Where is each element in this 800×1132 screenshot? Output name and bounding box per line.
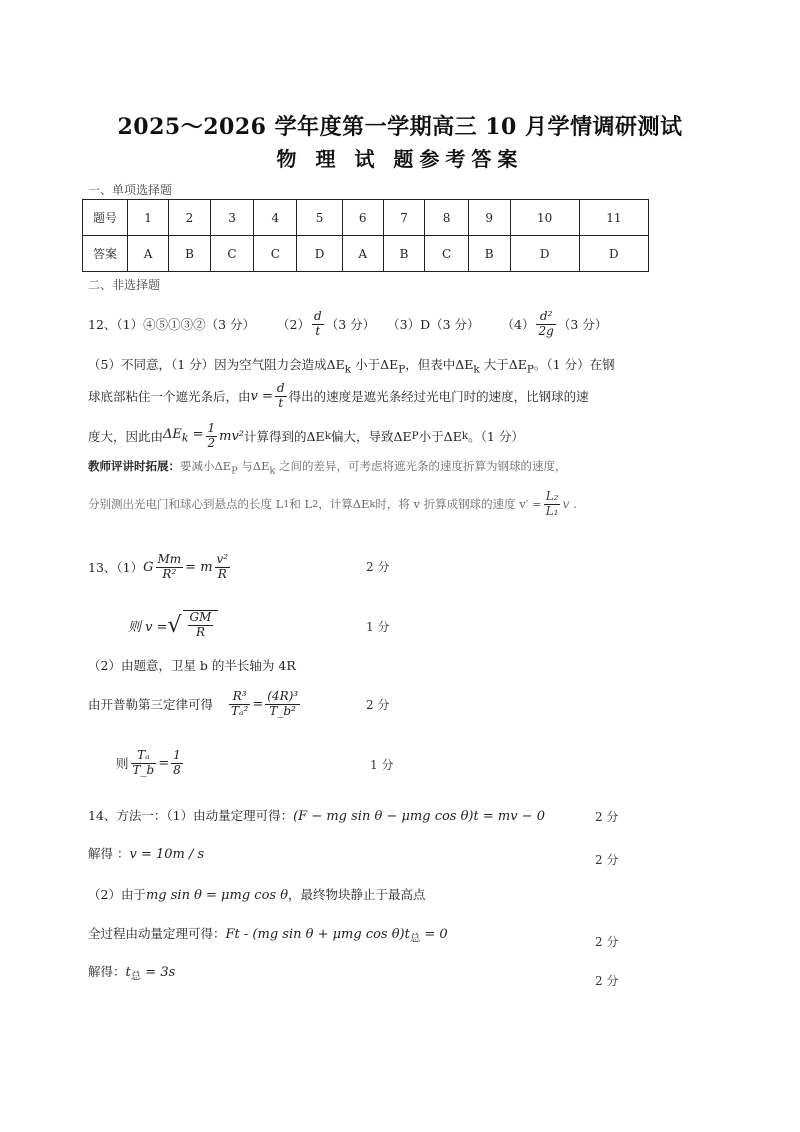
table-cell: 8: [425, 200, 468, 236]
text-run: 要减小ΔE: [180, 459, 232, 473]
text-run: 得出的速度是遮光条经过光电门时的速度，比钢球的速: [288, 389, 589, 404]
math-expression: = 3s: [141, 965, 176, 980]
fraction-denominator: T_b: [132, 762, 155, 777]
q12-part5-line-2: [88, 376, 589, 416]
teacher-note-label: 教师评讲时拓展：: [88, 459, 180, 473]
math-expression: mv²: [219, 428, 245, 444]
text-run: 全过程由动量定理可得：: [88, 926, 226, 941]
q14-line-2: [88, 844, 204, 862]
kepler-fraction-b: [265, 690, 300, 719]
table-cell: A: [128, 236, 169, 272]
table-cell: C: [254, 236, 297, 272]
table-row-answers: [83, 236, 649, 272]
fraction-denominator: Tₐ²: [231, 703, 249, 718]
math-expression: (F − mg sin θ − μmg cos θ)t = mv − 0: [293, 809, 545, 824]
kepler-fraction-a: [229, 690, 250, 719]
fraction-numerator: 1: [207, 420, 216, 435]
q14-line-3: [88, 885, 426, 903]
q12-part4-label: （4）: [501, 317, 535, 332]
fraction-denominator: R: [217, 566, 227, 581]
fraction-denominator: R²: [162, 566, 177, 581]
half-fraction: [206, 422, 218, 451]
table-cell: C: [425, 236, 468, 272]
text-run: （5）不同意，（1 分）因为空气阻力会造成ΔE: [88, 357, 345, 372]
table-cell: 10: [510, 200, 579, 236]
q14-score-4: 2 分: [595, 935, 619, 949]
text-run: 13、（1）: [88, 560, 144, 575]
table-cell: 5: [297, 200, 342, 236]
table-row-numbers: [83, 200, 649, 236]
text-run: 由开普勒第三定律可得: [88, 697, 214, 712]
q13-line-4: [88, 680, 302, 728]
subscript: 2: [312, 498, 319, 510]
math-symbol: =: [188, 427, 204, 443]
table-cell: D: [579, 236, 648, 272]
q12-part2-score: （3 分）: [325, 317, 376, 332]
fraction-numerator: (4R)³: [267, 688, 299, 703]
math-expression: = 0: [420, 927, 448, 942]
math-symbol: =: [252, 696, 264, 712]
math-expression: [163, 427, 203, 445]
q13-line-5: [116, 740, 185, 786]
fraction-numerator: d²: [536, 310, 555, 325]
subscript: k: [473, 363, 480, 376]
fraction-numerator: L₂: [545, 488, 559, 503]
text-run: 度大，因此由: [88, 429, 164, 444]
subscript: 总: [130, 970, 142, 983]
table-cell: C: [210, 236, 253, 272]
result-fraction: [171, 749, 183, 778]
text-run: 则: [116, 756, 129, 771]
text-run: ，最终物块静止于最高点: [288, 887, 426, 902]
gravity-fraction: [156, 553, 184, 582]
page-title: 2025～2026 学年度第一学期高三 10 月学情调研测试: [117, 114, 683, 140]
text-run: 时，将 v 折算成钢球的速度 v′ =: [375, 497, 542, 511]
math-symbol: ΔE: [163, 427, 182, 443]
fraction-numerator: Tₐ: [131, 749, 157, 764]
fraction-denominator: 8: [173, 762, 181, 777]
text-run: 偏大，导致ΔE: [331, 429, 412, 444]
subscript: k: [324, 430, 331, 442]
subscript: P: [411, 430, 419, 442]
q12-part5-line-1: [88, 355, 615, 376]
sqrt-icon: √: [167, 612, 182, 638]
q12-line-1: [88, 302, 607, 346]
q12-part4-score: （3 分）: [557, 317, 608, 332]
q12-part4-fraction: [536, 310, 555, 339]
text-run: 和 L: [289, 497, 313, 511]
fraction-denominator: T_b²: [269, 703, 296, 718]
subscript: k: [269, 465, 276, 477]
q14-line-4: [88, 924, 448, 945]
text-run: 解得：: [88, 964, 126, 979]
q13-line-2: [128, 603, 218, 647]
q14-line-1: [88, 806, 545, 824]
text-run: ，但表中ΔE: [405, 357, 474, 372]
table-cell: 1: [128, 200, 169, 236]
q13-part2: （2）由题意，卫星 b 的半长轴为 4R: [88, 658, 296, 673]
table-cell: 7: [383, 200, 425, 236]
teacher-note-line-1: [88, 458, 566, 476]
math-expression: t: [125, 965, 131, 980]
text-run: （2）由于: [88, 887, 146, 902]
table-header-number: 题号: [83, 200, 128, 236]
text-run: 。（1 分）在钢: [533, 357, 615, 372]
table-cell: 9: [468, 200, 510, 236]
math-expression: v .: [562, 497, 577, 511]
q12-part5-line-3: [88, 416, 524, 456]
q13-score-1: 2 分: [366, 560, 390, 574]
fraction-denominator: R: [195, 625, 205, 639]
table-cell: 3: [210, 200, 253, 236]
table-cell: 2: [169, 200, 211, 236]
math-expression: 则 v =: [128, 619, 168, 635]
fraction-denominator: L₁: [545, 503, 559, 518]
text-run: 。（1 分）: [468, 429, 524, 444]
text-run: 小于ΔE: [351, 357, 399, 372]
q13-score-2: 1 分: [366, 620, 390, 634]
subscript: k: [461, 430, 469, 442]
table-cell: D: [297, 236, 342, 272]
answer-table: [82, 199, 649, 272]
sqrt-content: [183, 610, 219, 640]
page-subtitle: 物 理 试 题参考答案: [276, 147, 524, 171]
fraction-numerator: R³: [229, 690, 250, 705]
text-run: 之间的差异，可考虑将遮光条的速度折算为钢球的速度，: [275, 459, 567, 473]
table-cell: B: [468, 236, 510, 272]
centripetal-fraction: [215, 553, 231, 582]
q14-score-5: 2 分: [595, 974, 619, 988]
fraction-numerator: d: [314, 308, 322, 323]
text-run: 14、方法一：（1）由动量定理可得：: [88, 808, 294, 823]
text-run: 解得 ：: [88, 846, 130, 861]
text-run: 小于ΔE: [418, 429, 462, 444]
math-expression: Ft - (mg sin θ + μmg cos θ)t: [225, 927, 410, 942]
fraction-numerator: 1: [173, 747, 181, 762]
table-cell: B: [383, 236, 425, 272]
subscript: k: [369, 498, 376, 510]
q12-part2-label: （2）: [277, 317, 310, 332]
text-run: 分别测出光电门和球心到悬点的长度 L: [88, 497, 284, 511]
math-expression: mg sin θ = μmg cos θ: [145, 888, 289, 903]
math-symbol: G: [143, 559, 154, 575]
section-heading-2: 二、非选择题: [88, 278, 161, 292]
math-expression: = m: [185, 559, 213, 575]
fraction-denominator: t: [278, 395, 284, 410]
velocity-fraction: [275, 382, 287, 411]
table-cell: A: [342, 236, 383, 272]
subscript: 总: [409, 932, 421, 945]
q12-part3: （3）D（3 分）: [387, 317, 480, 332]
text-run: 与ΔE: [237, 459, 270, 473]
table-cell: B: [169, 236, 211, 272]
fraction-numerator: GM: [189, 610, 212, 625]
fraction-denominator: 2g: [538, 323, 554, 338]
math-expression: v =: [250, 388, 273, 404]
table-cell: 4: [254, 200, 297, 236]
period-ratio-fraction: [131, 749, 157, 778]
q13-line-1: [88, 545, 232, 589]
table-header-answer: 答案: [83, 236, 128, 272]
table-cell: 6: [342, 200, 383, 236]
math-symbol: =: [158, 755, 170, 771]
q12-part2-fraction: [312, 310, 324, 339]
section-heading-1: 一、单项选择题: [88, 183, 173, 197]
fraction-numerator: Mm: [157, 551, 182, 566]
q14-score-2: 2 分: [595, 853, 619, 867]
subscript: P: [398, 363, 406, 376]
subscript: k: [344, 363, 352, 376]
teacher-note-line-2: [88, 482, 577, 526]
subscript: 1: [283, 498, 290, 510]
fraction-numerator: d: [276, 380, 285, 395]
sqrt-fraction: [188, 611, 214, 640]
fraction-denominator: 2: [207, 435, 216, 450]
subscript: k: [181, 431, 189, 445]
length-ratio-fraction: [544, 490, 561, 519]
q14-line-5: [88, 962, 175, 983]
math-expression: v = 10m / s: [129, 847, 205, 862]
q12-part1: 12、（1）④⑤①③②（3 分）: [88, 317, 256, 332]
text-run: ，计算ΔE: [318, 497, 370, 511]
q14-score-1: 2 分: [595, 810, 619, 824]
fraction-denominator: t: [315, 323, 321, 338]
table-cell: D: [510, 236, 579, 272]
subscript: P: [526, 363, 534, 376]
subscript: P: [231, 465, 238, 477]
table-cell: 11: [579, 200, 648, 236]
text-run: 计算得到的ΔE: [244, 429, 325, 444]
q13-score-5: 1 分: [370, 758, 394, 772]
q13-score-4: 2 分: [366, 698, 390, 712]
fraction-numerator: v²: [216, 551, 229, 566]
text-run: 大于ΔE: [479, 357, 527, 372]
text-run: 球底部粘住一个遮光条后，由: [88, 389, 251, 404]
